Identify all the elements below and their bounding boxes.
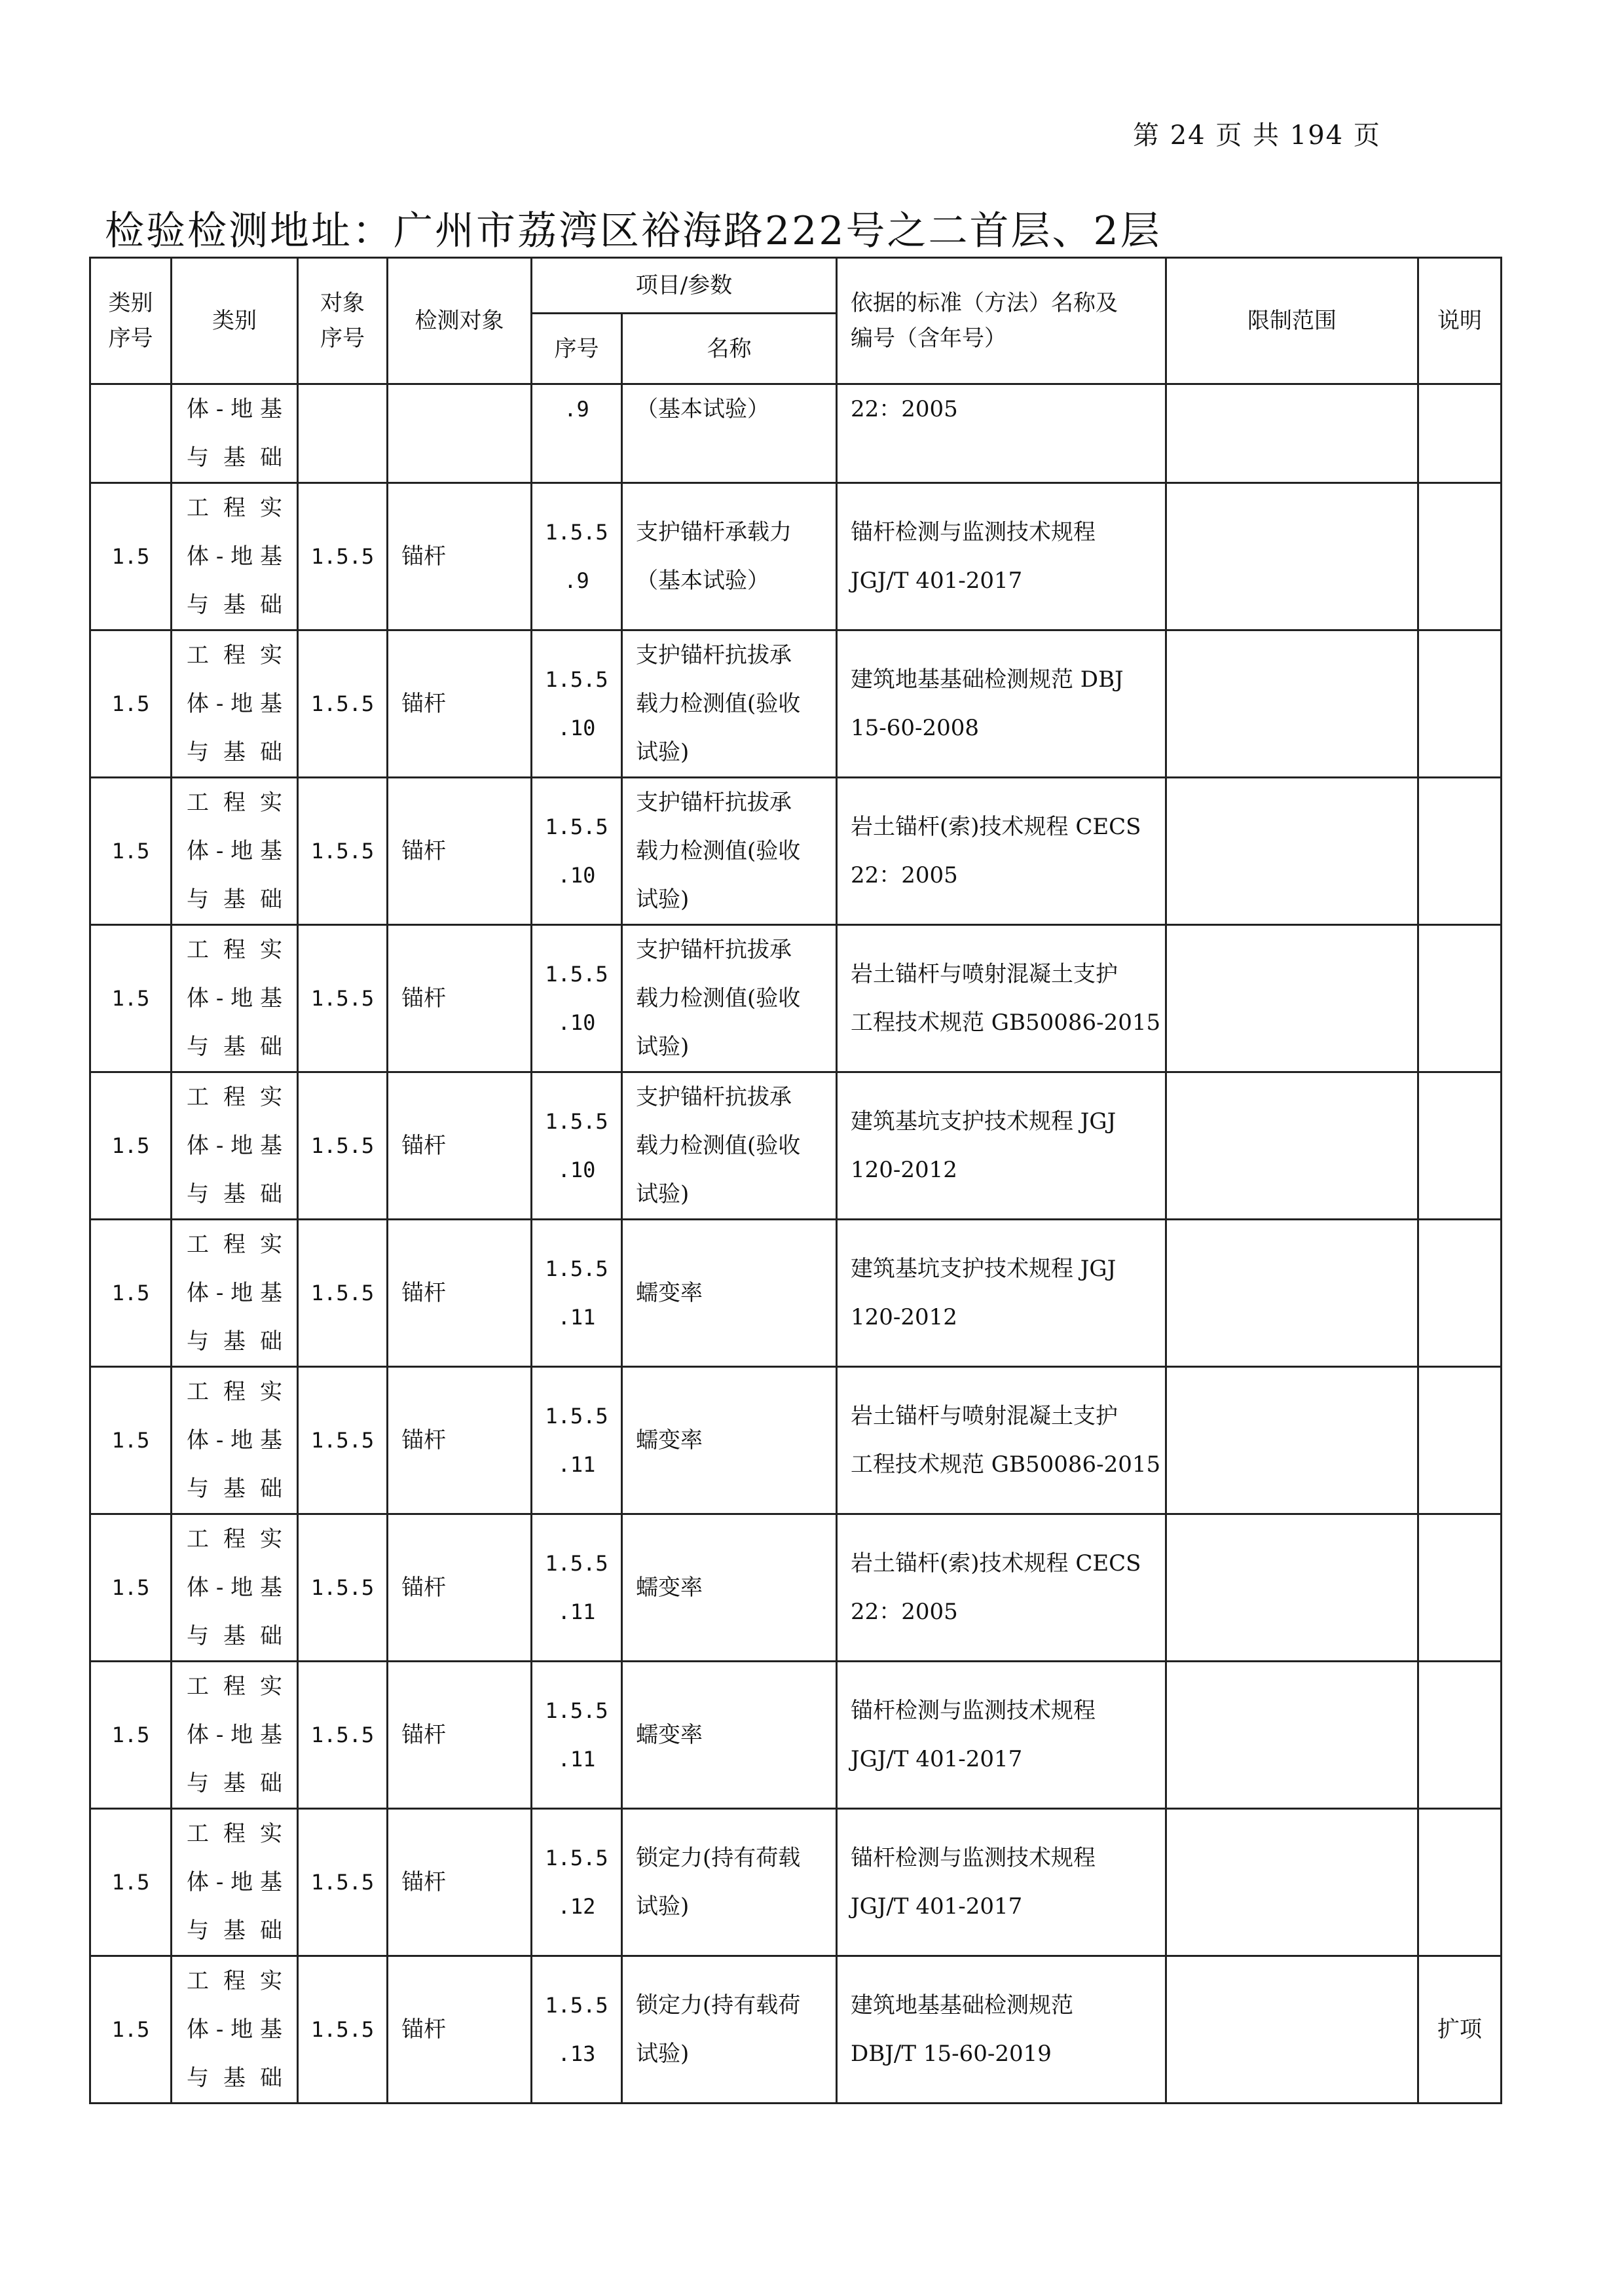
standard-cell: 岩土锚杆与喷射混凝土支护 工程技术规范 GB50086-2015 (837, 1367, 1166, 1514)
item-name-cell: 锁定力(持有荷载 试验) (622, 1809, 837, 1956)
standard-cell: 22：2005 (837, 384, 1166, 483)
header-object-number: 对象 序号 (298, 258, 388, 384)
category-cell: 工程实 体-地基 与基础 (172, 925, 298, 1072)
table-row (90, 1956, 1502, 2104)
table-row (90, 1220, 1502, 1367)
category-cell: 工程实 体-地基 与基础 (172, 1809, 298, 1956)
object-cell: 锚杆 (388, 778, 532, 925)
limit-cell (1166, 925, 1418, 1072)
table-row (90, 925, 1502, 1072)
note-cell (1418, 630, 1502, 778)
header-limit: 限制范围 (1166, 258, 1418, 384)
standard-cell: 建筑地基基础检测规范 DBJ 15-60-2008 (837, 630, 1166, 778)
object-cell: 锚杆 (388, 925, 532, 1072)
object-cell: 锚杆 (388, 1220, 532, 1367)
limit-cell (1166, 630, 1418, 778)
table-body (90, 384, 1502, 2104)
item-number-cell: 1.5.5 .10 (532, 630, 622, 778)
note-cell: 扩项 (1418, 1956, 1502, 2104)
limit-cell (1166, 1514, 1418, 1662)
table-row (90, 778, 1502, 925)
limit-cell (1166, 483, 1418, 630)
note-cell (1418, 778, 1502, 925)
limit-cell (1166, 1367, 1418, 1514)
header-category-number: 类别 序号 (90, 258, 172, 384)
standard-cell: 岩土锚杆(索)技术规程 CECS 22：2005 (837, 1514, 1166, 1662)
category-number-cell: 1.5 (90, 1367, 172, 1514)
table-header (90, 258, 1502, 384)
object-number-cell: 1.5.5 (298, 483, 388, 630)
item-number-cell: 1.5.5 .10 (532, 778, 622, 925)
item-number-cell: 1.5.5 .11 (532, 1514, 622, 1662)
note-cell (1418, 1514, 1502, 1662)
object-cell: 锚杆 (388, 1367, 532, 1514)
object-number-cell: 1.5.5 (298, 1662, 388, 1809)
category-cell: 工程实 体-地基 与基础 (172, 483, 298, 630)
header-item-number: 序号 (532, 314, 622, 384)
limit-cell (1166, 1072, 1418, 1220)
page-title: 检验检测地址：广州市荔湾区裕海路222号之二首层、2层 (105, 208, 1162, 254)
item-name-cell: 支护锚杆抗拔承 载力检测值(验收 试验) (622, 1072, 837, 1220)
category-cell: 工程实 体-地基 与基础 (172, 1662, 298, 1809)
item-number-cell: 1.5.5 .13 (532, 1956, 622, 2104)
standard-cell: 岩土锚杆(索)技术规程 CECS 22：2005 (837, 778, 1166, 925)
item-number-cell: 1.5.5 .12 (532, 1809, 622, 1956)
table-row (90, 630, 1502, 778)
category-number-cell: 1.5 (90, 1809, 172, 1956)
table-row (90, 1367, 1502, 1514)
standard-cell: 建筑基坑支护技术规程 JGJ 120-2012 (837, 1220, 1166, 1367)
category-number-cell (90, 384, 172, 483)
standard-cell: 岩土锚杆与喷射混凝土支护 工程技术规范 GB50086-2015 (837, 925, 1166, 1072)
item-name-cell: 蠕变率 (622, 1662, 837, 1809)
note-cell (1418, 1072, 1502, 1220)
object-cell: 锚杆 (388, 630, 532, 778)
header-note: 说明 (1418, 258, 1502, 384)
standard-cell: 建筑基坑支护技术规程 JGJ 120-2012 (837, 1072, 1166, 1220)
object-number-cell: 1.5.5 (298, 1220, 388, 1367)
note-cell (1418, 1809, 1502, 1956)
item-number-cell: .9 (532, 384, 622, 483)
table-row (90, 1809, 1502, 1956)
limit-cell (1166, 1662, 1418, 1809)
limit-cell (1166, 1809, 1418, 1956)
item-number-cell: 1.5.5 .9 (532, 483, 622, 630)
note-cell (1418, 483, 1502, 630)
category-cell: 工程实 体-地基 与基础 (172, 630, 298, 778)
category-number-cell: 1.5 (90, 925, 172, 1072)
table-row (90, 1662, 1502, 1809)
item-number-cell: 1.5.5 .10 (532, 1072, 622, 1220)
item-name-cell: 支护锚杆承载力 （基本试验） (622, 483, 837, 630)
item-number-cell: 1.5.5 .11 (532, 1367, 622, 1514)
object-number-cell: 1.5.5 (298, 1072, 388, 1220)
object-cell: 锚杆 (388, 1956, 532, 2104)
limit-cell (1166, 1220, 1418, 1367)
standard-cell: 锚杆检测与监测技术规程 JGJ/T 401-2017 (837, 1662, 1166, 1809)
category-number-cell: 1.5 (90, 1220, 172, 1367)
item-name-cell: 支护锚杆抗拔承 载力检测值(验收 试验) (622, 778, 837, 925)
category-cell: 体-地基 与基础 (172, 384, 298, 483)
note-cell (1418, 1662, 1502, 1809)
object-cell: 锚杆 (388, 1809, 532, 1956)
object-number-cell: 1.5.5 (298, 925, 388, 1072)
object-number-cell: 1.5.5 (298, 1367, 388, 1514)
table-row (90, 1514, 1502, 1662)
category-cell: 工程实 体-地基 与基础 (172, 1514, 298, 1662)
header-item-name: 名称 (622, 314, 837, 384)
object-cell: 锚杆 (388, 1072, 532, 1220)
category-cell: 工程实 体-地基 与基础 (172, 1367, 298, 1514)
item-name-cell: 锁定力(持有载荷 试验) (622, 1956, 837, 2104)
table-row (90, 384, 1502, 483)
item-name-cell: （基本试验） (622, 384, 837, 483)
category-cell: 工程实 体-地基 与基础 (172, 1072, 298, 1220)
note-cell (1418, 925, 1502, 1072)
category-cell: 工程实 体-地基 与基础 (172, 1956, 298, 2104)
category-cell: 工程实 体-地基 与基础 (172, 1220, 298, 1367)
object-number-cell: 1.5.5 (298, 1809, 388, 1956)
object-number-cell (298, 384, 388, 483)
page-number: 第 24 页 共 194 页 (1133, 120, 1381, 151)
item-name-cell: 支护锚杆抗拔承 载力检测值(验收 试验) (622, 630, 837, 778)
standard-cell: 锚杆检测与监测技术规程 JGJ/T 401-2017 (837, 483, 1166, 630)
object-cell (388, 384, 532, 483)
object-cell: 锚杆 (388, 1662, 532, 1809)
header-standard: 依据的标准（方法）名称及 编号（含年号） (837, 258, 1166, 384)
category-number-cell: 1.5 (90, 1956, 172, 2104)
limit-cell (1166, 1956, 1418, 2104)
object-number-cell: 1.5.5 (298, 1514, 388, 1662)
inspection-table (89, 257, 1502, 2104)
table-row (90, 483, 1502, 630)
category-number-cell: 1.5 (90, 630, 172, 778)
category-number-cell: 1.5 (90, 1662, 172, 1809)
category-number-cell: 1.5 (90, 483, 172, 630)
note-cell (1418, 1367, 1502, 1514)
item-name-cell: 蠕变率 (622, 1514, 837, 1662)
category-number-cell: 1.5 (90, 1072, 172, 1220)
limit-cell (1166, 384, 1418, 483)
category-number-cell: 1.5 (90, 778, 172, 925)
note-cell (1418, 1220, 1502, 1367)
item-name-cell: 支护锚杆抗拔承 载力检测值(验收 试验) (622, 925, 837, 1072)
item-name-cell: 蠕变率 (622, 1367, 837, 1514)
note-cell (1418, 384, 1502, 483)
object-cell: 锚杆 (388, 1514, 532, 1662)
header-object: 检测对象 (388, 258, 532, 384)
item-number-cell: 1.5.5 .11 (532, 1220, 622, 1367)
item-number-cell: 1.5.5 .11 (532, 1662, 622, 1809)
object-number-cell: 1.5.5 (298, 778, 388, 925)
header-category: 类别 (172, 258, 298, 384)
object-cell: 锚杆 (388, 483, 532, 630)
standard-cell: 建筑地基基础检测规范 DBJ/T 15-60-2019 (837, 1956, 1166, 2104)
item-number-cell: 1.5.5 .10 (532, 925, 622, 1072)
object-number-cell: 1.5.5 (298, 1956, 388, 2104)
category-number-cell: 1.5 (90, 1514, 172, 1662)
header-item: 项目/参数 (532, 258, 837, 314)
object-number-cell: 1.5.5 (298, 630, 388, 778)
table-row (90, 1072, 1502, 1220)
category-cell: 工程实 体-地基 与基础 (172, 778, 298, 925)
item-name-cell: 蠕变率 (622, 1220, 837, 1367)
standard-cell: 锚杆检测与监测技术规程 JGJ/T 401-2017 (837, 1809, 1166, 1956)
limit-cell (1166, 778, 1418, 925)
